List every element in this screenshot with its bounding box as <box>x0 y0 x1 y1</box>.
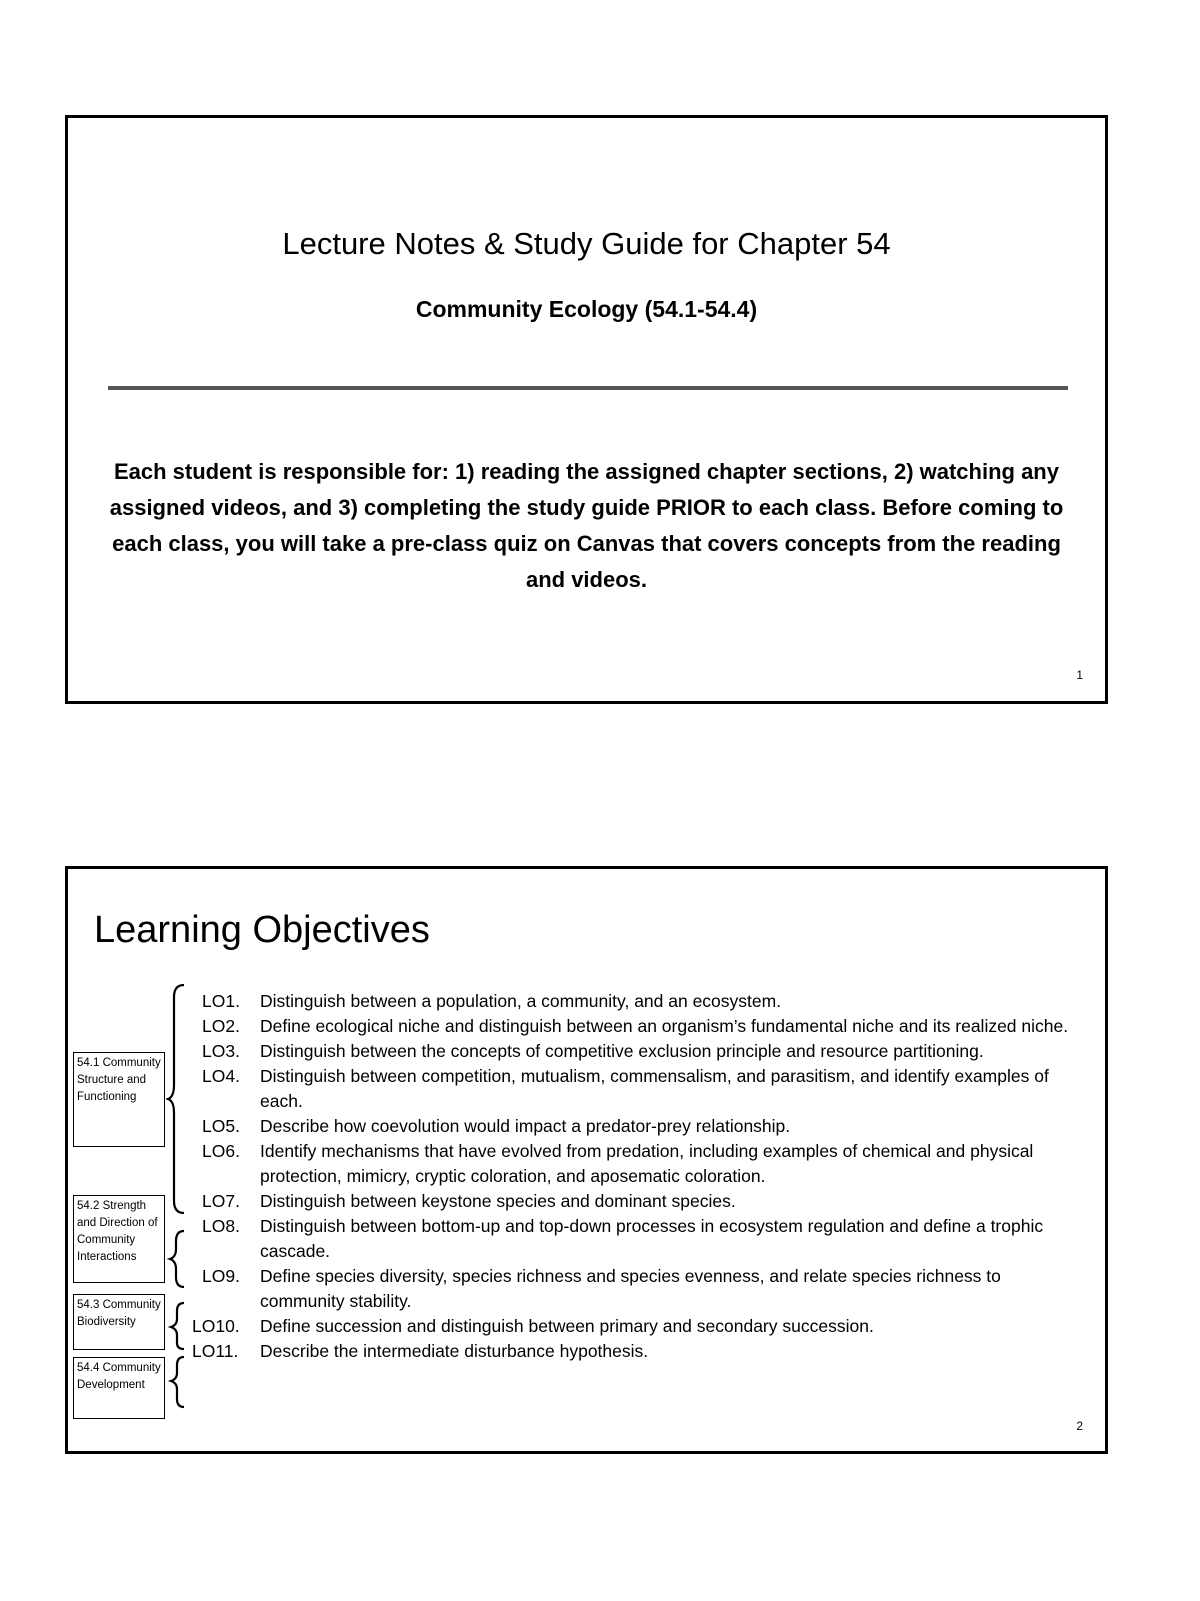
brace-54-4 <box>171 1357 184 1407</box>
slide-1-body: Each student is responsible for: 1) reading the assigned chapter sections, 2) watching any assigned videos, and 3) completing the study guide PRIOR to each class. Before coming to each class, you will take a pre-class quiz on Canvas that covers concepts from the reading and videos. <box>109 459 1064 592</box>
section-label-54-4: 54.4 Community Development <box>73 1357 165 1419</box>
slide-2 <box>65 866 1108 1454</box>
section-braces <box>166 981 190 1421</box>
section-label-54-1: 54.1 Community Structure and Functioning <box>73 1052 165 1147</box>
slide-1-subtitle: Community Ecology (54.1-54.4) <box>415 296 758 322</box>
objective-text: Define ecological niche and distinguish between an organism’s fundamental niche and its realized niche. <box>260 1016 1069 1036</box>
slide-2-title: Learning Objectives <box>94 909 430 951</box>
list-item <box>188 1339 1088 1364</box>
objective-text: Identify mechanisms that have evolved from predation, including examples of chemical and physical protection, mimicry, cryptic coloration, and aposematic coloration. <box>260 1141 1034 1186</box>
divider-rule <box>108 386 1068 390</box>
objective-text: Describe the intermediate disturbance hypothesis. <box>260 1341 649 1361</box>
objective-text: Distinguish between competition, mutualism, commensalism, and parasitism, and identify examples of each. <box>260 1066 1049 1111</box>
page-number: 1 <box>1076 668 1083 682</box>
objective-text: Distinguish between keystone species and dominant species. <box>260 1191 736 1211</box>
objective-id: LO10. <box>192 1316 240 1336</box>
objective-text: Define species diversity, species richness and species evenness, and relate species richness to community stability. <box>260 1266 1001 1311</box>
objective-id: LO5. <box>202 1116 240 1136</box>
objective-text: Distinguish between the concepts of competitive exclusion principle and resource partitioning. <box>260 1041 984 1061</box>
list-item <box>188 1189 1088 1214</box>
brace-54-2 <box>170 1231 184 1287</box>
objective-id: LO4. <box>202 1066 240 1086</box>
list-item <box>188 1139 1088 1189</box>
objective-text: Distinguish between bottom-up and top-down processes in ecosystem regulation and define a trophic cascade. <box>260 1216 1044 1261</box>
list-item <box>188 1039 1088 1064</box>
section-label-54-3: 54.3 Community Biodiversity <box>73 1294 165 1350</box>
objective-id: LO9. <box>202 1266 240 1286</box>
section-label-54-2: 54.2 Strength and Direction of Community Interactions <box>73 1195 165 1283</box>
list-item <box>188 1114 1088 1139</box>
objective-text: Describe how coevolution would impact a predator-prey relationship. <box>260 1116 791 1136</box>
list-item <box>188 1264 1088 1314</box>
list-item <box>188 1214 1088 1264</box>
list-item <box>188 1014 1088 1039</box>
objective-id: LO1. <box>202 991 240 1011</box>
page-number: 2 <box>1076 1419 1083 1433</box>
objective-id: LO3. <box>202 1041 240 1061</box>
list-item <box>188 1064 1088 1114</box>
objective-text: Distinguish between a population, a community, and an ecosystem. <box>260 991 782 1011</box>
objective-id: LO11. <box>192 1341 239 1361</box>
objective-id: LO2. <box>202 1016 240 1036</box>
brace-54-1 <box>168 985 184 1213</box>
list-item <box>188 1314 1088 1339</box>
objective-id: LO6. <box>202 1141 240 1161</box>
objective-id: LO8. <box>202 1216 240 1236</box>
list-item <box>188 989 1088 1014</box>
objective-id: LO7. <box>202 1191 240 1211</box>
slide-1-title: Lecture Notes & Study Guide for Chapter 54 <box>282 226 891 261</box>
slide-1 <box>65 115 1108 704</box>
objective-text: Define succession and distinguish between primary and secondary succession. <box>260 1316 874 1336</box>
brace-54-3 <box>171 1303 184 1349</box>
objectives-list <box>188 989 1088 1364</box>
